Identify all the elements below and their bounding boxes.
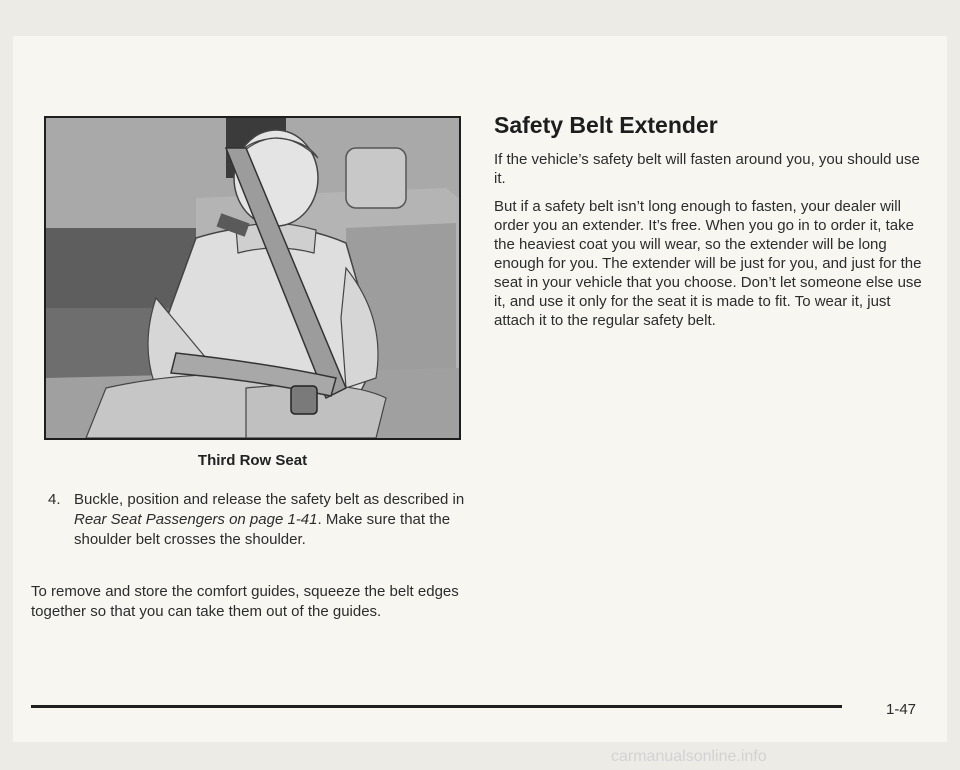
step-4 <box>48 490 468 550</box>
step-text-after-link: . Make sure that the shoulder belt crosses the shoulder. <box>74 511 451 548</box>
child-seated-illustration <box>46 118 459 438</box>
footer-rule <box>31 705 842 708</box>
extender-paragraph-1: If the vehicle’s safety belt will fasten around you, you should use it. <box>494 151 920 187</box>
step-number: 4. <box>48 491 61 508</box>
page-number: 1-47 <box>886 701 917 718</box>
rear-seat-passengers-link[interactable]: Rear Seat Passengers on page 1-41 <box>74 511 318 528</box>
step-text-before-link: Buckle, position and release the safety belt as described in <box>74 491 465 508</box>
third-row-seat-illustration <box>44 116 461 440</box>
extender-body <box>494 150 926 339</box>
figure-caption: Third Row Seat <box>197 452 308 469</box>
comfort-guides-paragraph: To remove and store the comfort guides, squeeze the belt edges together so that you can take them out of the guides. <box>31 583 459 620</box>
watermark: carmanualsonline.info <box>611 748 767 765</box>
step-text <box>74 490 468 550</box>
extender-paragraph-2: But if a safety belt isn’t long enough to fasten, your dealer will order you an extender. It’s free. When you go in to order it, take the heaviest coat you will wear, so the extender will be long enough for you. The extender will be just for you, and just for the seat in your vehicle that you choose. Don’t let someone else use it, and use it only for the seat it is made to fit. To wear it, just attach it to the regular safety belt. <box>494 198 922 329</box>
section-heading: Safety Belt Extender <box>494 112 718 138</box>
